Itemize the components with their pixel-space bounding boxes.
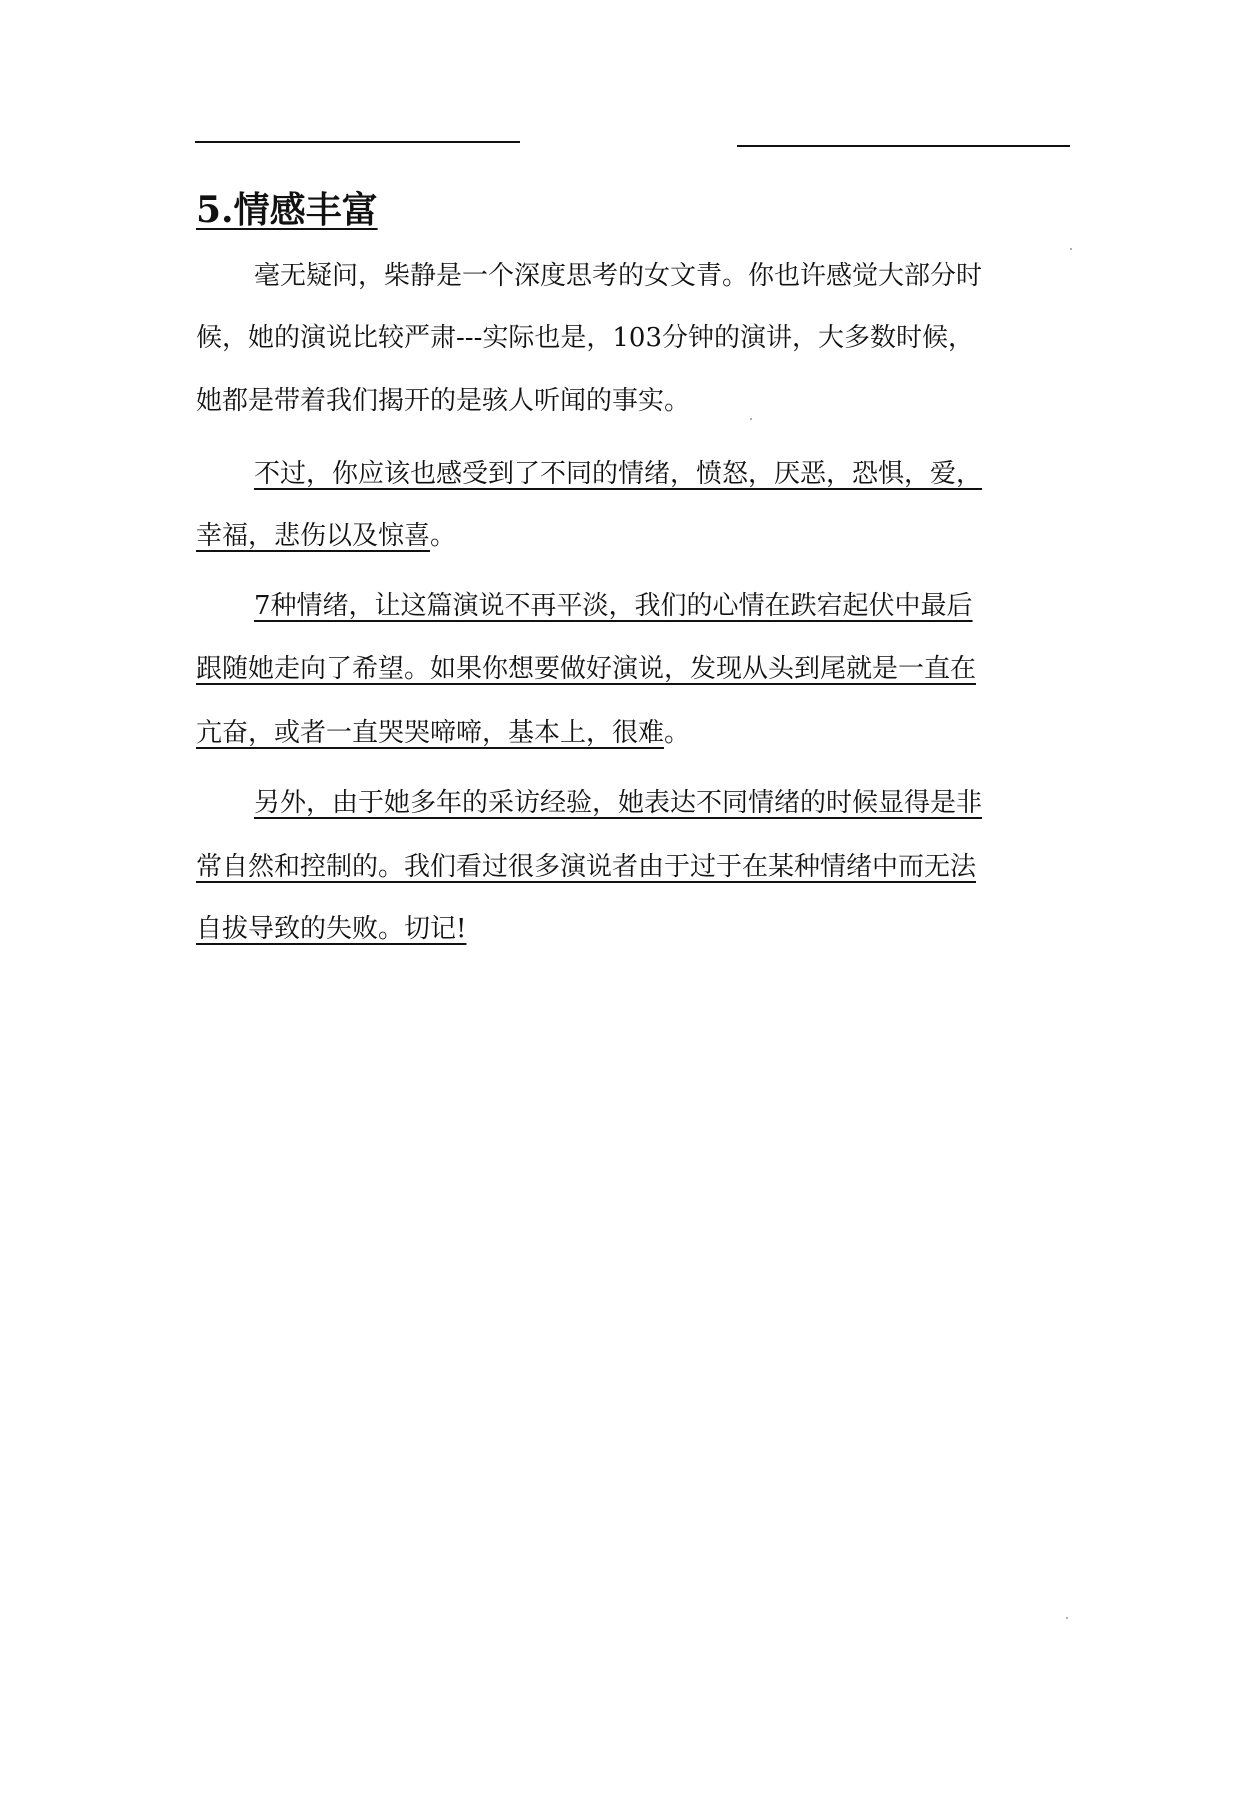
- header-rule-left: [195, 141, 520, 143]
- paragraph-4-line-3: [196, 911, 466, 947]
- paragraph-3-line-3-text: 亢奋，或者一直哭哭啼啼，基本上，很难: [196, 718, 665, 748]
- scan-speck: [1066, 1617, 1068, 1619]
- paragraph-3-end-mark: 。: [664, 718, 691, 748]
- paragraph-1-line-2: 候，她的演说比较严肃---实际也是，103分钟的演讲，大多数时候，: [196, 323, 974, 353]
- paragraph-1-line-3: 她都是带着我们揭开的是骇人听闻的事实。: [196, 386, 691, 416]
- paragraph-3-line-2: [196, 651, 976, 687]
- paragraph-3-line-3: [196, 715, 690, 751]
- paragraph-2-end-mark: 。: [430, 521, 457, 551]
- paragraph-2-line-1-text: 不过，你应该也感受到了不同的情绪，愤怒，厌恶，恐惧，爱，: [254, 459, 983, 489]
- scan-speck: [750, 418, 752, 420]
- paragraph-4-line-2-text: 常自然和控制的。我们看过很多演说者由于过于在某种情绪中而无法: [196, 852, 977, 882]
- scan-speck: [1070, 248, 1072, 250]
- header-rule-right: [737, 145, 1070, 147]
- paragraph-3-line-1: [254, 588, 973, 624]
- paragraph-4-line-1-text: 另外，由于她多年的采访经验，她表达不同情绪的时候显得是非: [254, 788, 983, 818]
- paragraph-3-line-1-text: 7种情绪，让这篇演说不再平淡，我们的心情在跌宕起伏中最后: [254, 591, 973, 621]
- paragraph-4-line-3-text: 自拔导致的失败。切记!: [196, 914, 467, 944]
- paragraph-2-line-1: [254, 456, 982, 492]
- paragraph-4-line-1: [254, 785, 982, 821]
- paragraph-2-line-2-text: 幸福，悲伤以及惊喜: [196, 521, 431, 551]
- section-heading: 5.情感丰富: [196, 189, 378, 231]
- paragraph-3-line-2-text: 跟随她走向了希望。如果你想要做好演说，发现从头到尾就是一直在: [196, 654, 977, 684]
- paragraph-1-line-1: 毫无疑问，柴静是一个深度思考的女文青。你也许感觉大部分时: [254, 261, 983, 291]
- paragraph-4-line-2: [196, 849, 976, 885]
- paragraph-2-line-2: [196, 518, 456, 554]
